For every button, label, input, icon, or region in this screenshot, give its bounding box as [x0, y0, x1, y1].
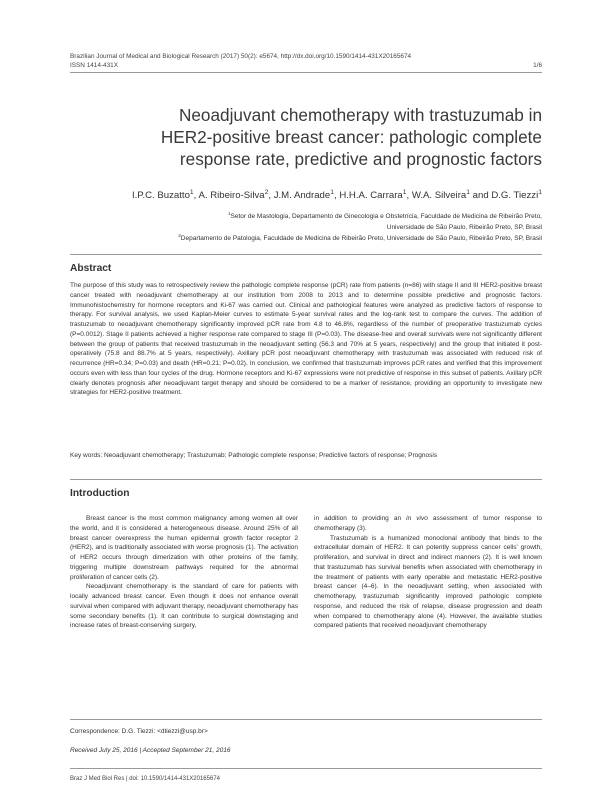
intro-column-left [70, 514, 298, 631]
author-separator: , [333, 190, 340, 201]
author-separator: , [193, 190, 199, 201]
author-affil-mark: 1 [189, 188, 194, 196]
author-affil-mark: 1 [466, 188, 470, 196]
author-name: W.A. Silveira [411, 190, 467, 201]
author-list [132, 190, 542, 201]
italic-term: in vivo [406, 515, 428, 522]
author-separator: , [268, 190, 274, 201]
affiliation-1 [72, 212, 542, 233]
affil-1-line-1: Setor de Mastologia, Departamento de Ginecologia e Obstetrícia, Faculdade de Medicina de Ribeirão Preto, [230, 213, 542, 220]
intro-paragraph: Breast cancer is the most common malignancy among women all over the world, and it is considered a heterogeneous disease. Around 25% of all breast cancer overexpress the human epidermal growth factor receptor 2 (HER2), and is traditionally associated with worse prognosis (1). The activation of HER2 occurs through dimerization with other proteins of the family, triggering multiple downstream pathways required for the abnormal proliferation of cancer cells (2). [70, 515, 298, 581]
footer-citation: Braz J Med Biol Res | doi: 10.1590/1414-431X20165674 [70, 776, 220, 782]
title-line-2: HER2-positive breast cancer: pathologic complete [160, 127, 542, 147]
author-separator: , [406, 190, 412, 201]
footer-rule [70, 768, 542, 769]
author-separator: and [469, 190, 492, 201]
author-affil-mark: 1 [330, 188, 334, 196]
keywords-text: Neoadjuvant chemotherapy; Trastuzumab; Pathologic complete response; Predictive factors of response; Prognosis [102, 452, 438, 459]
author-name: A. Ribeiro-Silva [198, 190, 265, 201]
footnote-rule [70, 719, 542, 720]
affil-mark: 1 [228, 210, 231, 216]
author-affil-mark: 1 [538, 188, 542, 196]
text-run: assessment of tumor response to chemotherapy (3). [314, 515, 543, 532]
keywords-label: Key words: [70, 452, 103, 459]
abstract-heading: Abstract [70, 263, 112, 274]
affil-mark: 2 [178, 232, 181, 238]
section-rule [70, 254, 542, 255]
header-rule [70, 72, 542, 73]
correspondence: Correspondence: D.G. Tiezzi: <dtiezzi@usp.br> [70, 728, 208, 735]
intro-column-right [314, 514, 542, 631]
title-line-1: Neoadjuvant chemotherapy with trastuzumab in [178, 105, 542, 125]
issn: ISSN 1414-431X [70, 62, 118, 69]
author-name: D.G. Tiezzi [491, 190, 539, 201]
intro-paragraph: Neoadjuvant chemotherapy is the standard of care for patients with locally advanced breast cancer. Even though it does not enhance overall survival when compared with adjuvant therapy, neoadjuvant chemotherapy has some secondary benefits (1). It can contribute to surgical downstaging and increase rates of breast-conserving surgery, [70, 583, 298, 630]
keywords [70, 451, 542, 461]
author-affil-mark: 2 [264, 188, 269, 196]
page-number: 1/6 [533, 62, 542, 69]
intro-paragraph-continued [314, 514, 542, 534]
article-title [82, 104, 542, 170]
intro-paragraph: Trastuzumab is a humanized monoclonal antibody that binds to the extracellular domain of HER2. It can potently suppress cancer cells' growth, proliferation, and survival in direct and indirect manners (2). It is well known that trastuzumab has survival benefits when associated with chemotherapy in the treatment of patients with early operable and metastatic HER2-positive breast cancer (4–6). In the neoadjuvant setting, when associated with chemotherapy, trastuzumab significantly improved pathologic complete response, and reduced the risk of relapse, disease progression and death when compared to chemotherapy alone (4). However, the available studies compared patients that received neoadjuvant chemotherapy [314, 534, 542, 630]
text-run: in addition to providing an [314, 515, 407, 522]
section-rule [70, 479, 542, 480]
author-affil-mark: 1 [402, 188, 407, 196]
author-name: H.H.A. Carrara [339, 190, 403, 201]
title-line-3: response rate, predictive and prognostic factors [179, 149, 542, 169]
author-name: J.M. Andrade [273, 190, 331, 201]
affil-2-line-1: Departamento de Patologia, Faculdade de Medicina de Ribeirão Preto, Universidade de São Paulo, Ribeirão Preto, SP, Brasil [180, 235, 542, 242]
affiliation-2 [72, 234, 542, 245]
abstract-text: The purpose of this study was to retrospectively review the pathologic complete response (pCR) rate from patients (n=86) with stage II and III HER2-positive breast cancer treated with neoadjuvant chemotherapy at our institution from 2008 to 2013 and to determine possible predictive and prognostic factors. Immunohistochemistry for hormone receptors and Ki-67 was carried out. Clinical and pathological features were analyzed as predictive factors of response to therapy. For survival analysis, we used Kaplan-Meier curves to estimate 5-year survival rates and the log-rank test to compare the curves. The addition of trastuzumab to neoadjuvant chemotherapy significantly improved pCR rate from 4.8 to 46.8%, regardless of the number of preoperative trastuzumab cycles (P=0.0012). Stage II patients achieved a higher response rate compared to stage III (P=0.03). The disease-free and overall survivals were not significantly different between the group of patients that received trastuzumab in the neoadjuvant setting (56.3 and 70% at 5 years, respectively) and the group that initiated it post-operatively (75.8 and 88.7% at 5 years, respectively). Axillary pCR post neoadjuvant chemotherapy with trastuzumab was associated with reduced risk of recurrence (HR=0.34; P=0.03) and death (HR=0.21; P=0.02). In conclusion, we confirmed that trastuzumab improves pCR rates and verified that this improvement occurs even with less than four cycles of the drug. Hormone receptors and Ki-67 expressions were not predictive of response in this subset of patients. Axillary pCR clearly denotes prognosis after neoadjuvant target therapy and should be considered to be a marker of resistance, providing an opportunity to investigate new strategies for HER2-positive treatment. [70, 282, 542, 397]
received-accepted-dates: Received July 25, 2016 | Accepted September 21, 2016 [70, 747, 231, 754]
journal-citation: Brazilian Journal of Medical and Biological Research (2017) 50(2): e5674, http://dx.doi.org/10.1590/1414-431X20165674 [70, 53, 412, 60]
introduction-heading: Introduction [70, 488, 130, 499]
author-name: I.P.C. Buzatto [131, 190, 190, 201]
affil-1-line-2: Universidade de São Paulo, Ribeirão Preto, SP, Brasil [386, 223, 542, 231]
